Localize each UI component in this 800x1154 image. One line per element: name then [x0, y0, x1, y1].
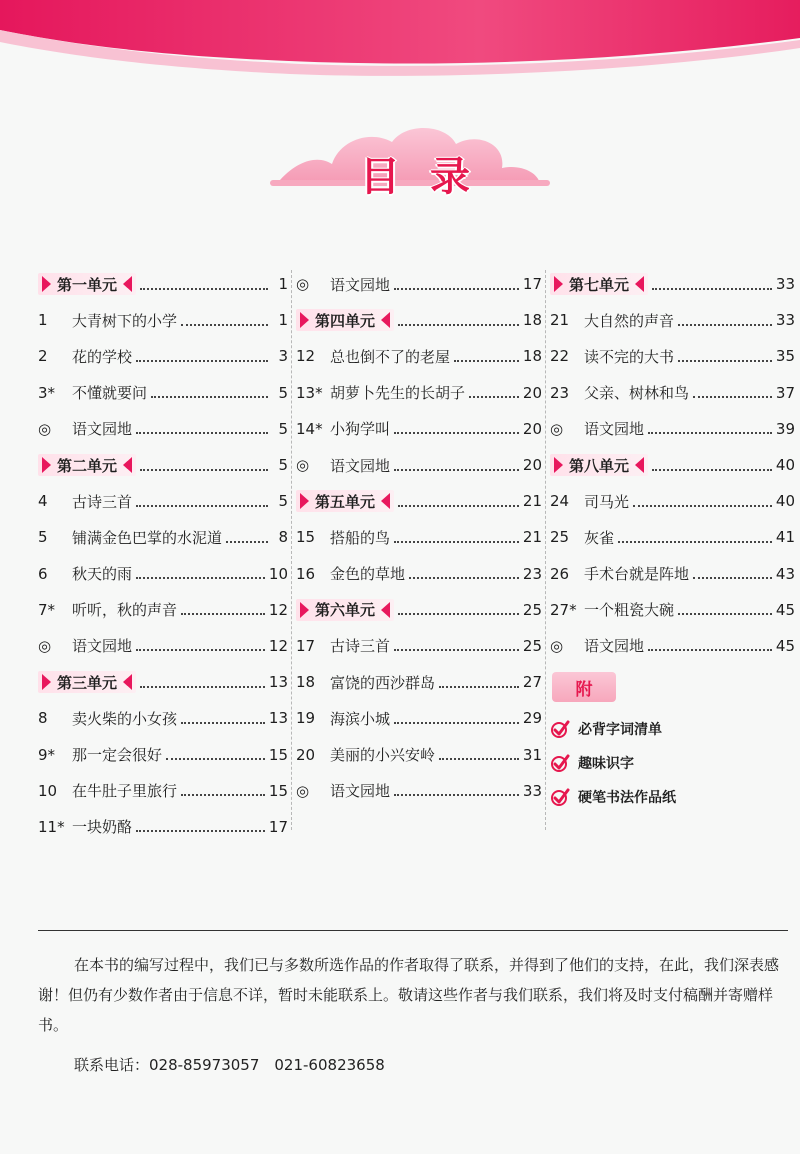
lesson-title: 语文园地	[584, 420, 645, 439]
lesson-title: 卖火柴的小女孩	[72, 709, 178, 728]
leader-dots	[140, 685, 265, 688]
page-number: 18	[522, 311, 542, 330]
toc-entry	[296, 411, 542, 447]
unit-title: 第二单元	[57, 456, 118, 475]
lesson-title: 语文园地	[72, 420, 133, 439]
page-number: 41	[775, 528, 795, 547]
flag-right-icon	[123, 457, 132, 473]
page-number: 5	[278, 419, 288, 438]
appendix-item	[550, 712, 790, 746]
lesson-number: 18	[296, 673, 316, 692]
column-divider	[545, 270, 546, 830]
checkmark-icon	[550, 787, 570, 807]
unit-label	[296, 599, 394, 621]
leader-dots	[678, 359, 772, 362]
unit-title: 第三单元	[57, 673, 118, 692]
toc-entry	[296, 375, 542, 411]
toc-unit-heading	[550, 266, 795, 302]
leader-dots	[398, 323, 519, 326]
leader-dots	[454, 359, 519, 362]
lesson-title: 那一定会很好	[72, 746, 163, 765]
lesson-number: 8	[38, 709, 48, 728]
leader-dots	[394, 540, 519, 543]
toc-entry	[38, 338, 288, 374]
toc-garden-entry	[38, 628, 288, 664]
page-number: 43	[775, 564, 795, 583]
leader-dots	[394, 648, 519, 651]
leader-dots	[394, 431, 519, 434]
lesson-number: 3*	[38, 383, 56, 402]
lesson-title: 在牛肚子里旅行	[72, 782, 178, 801]
page-number: 33	[522, 781, 542, 800]
toc-garden-entry	[296, 447, 542, 483]
unit-title: 第八单元	[569, 456, 630, 475]
toc-garden-entry	[550, 628, 795, 664]
page-number: 45	[775, 636, 795, 655]
page-number: 18	[522, 347, 542, 366]
lesson-title: 搭船的鸟	[330, 528, 391, 547]
flag-left-icon	[300, 312, 309, 328]
unit-title: 第四单元	[315, 311, 376, 330]
leader-dots	[394, 287, 519, 290]
appendix-item	[550, 780, 790, 814]
toc-column-2	[296, 266, 542, 809]
page-number: 33	[775, 275, 795, 294]
page-number: 25	[522, 636, 542, 655]
appendix-item-label: 必背字词清单	[578, 722, 662, 738]
toc-garden-entry	[38, 411, 288, 447]
leader-dots	[398, 612, 519, 615]
page-number: 20	[522, 456, 542, 475]
appendix-item	[550, 746, 790, 780]
lesson-title: 总也倒不了的老屋	[330, 347, 451, 366]
toc-unit-heading	[550, 447, 795, 483]
garden-symbol: ◎	[296, 781, 310, 800]
lesson-title: 灰雀	[584, 528, 615, 547]
toc-garden-entry	[550, 411, 795, 447]
lesson-number: 5	[38, 528, 48, 547]
toc-entry	[296, 556, 542, 592]
lesson-number: 10	[38, 781, 58, 800]
lesson-number: 4	[38, 492, 48, 511]
flag-left-icon	[42, 674, 51, 690]
leader-dots	[648, 431, 772, 434]
flag-right-icon	[381, 312, 390, 328]
leader-dots	[398, 504, 519, 507]
page-number: 35	[775, 347, 795, 366]
flag-left-icon	[554, 276, 563, 292]
lesson-number: 16	[296, 564, 316, 583]
page-number: 25	[522, 600, 542, 619]
lesson-number: 7*	[38, 600, 56, 619]
toc-unit-heading	[38, 266, 288, 302]
page-number: 20	[522, 383, 542, 402]
leader-dots	[181, 323, 268, 326]
divider-line	[38, 930, 788, 931]
toc-entry	[550, 375, 795, 411]
garden-symbol: ◎	[38, 419, 52, 438]
toc-entry	[296, 700, 542, 736]
page-number: 21	[522, 492, 542, 511]
page-number: 31	[522, 745, 542, 764]
leader-dots	[678, 323, 772, 326]
leader-dots	[439, 685, 519, 688]
leader-dots	[633, 504, 772, 507]
lesson-number: 20	[296, 745, 316, 764]
leader-dots	[469, 395, 519, 398]
page-number: 12	[268, 636, 288, 655]
garden-symbol: ◎	[550, 419, 564, 438]
page-number: 1	[278, 311, 288, 330]
leader-dots	[648, 648, 772, 651]
page-number: 13	[268, 673, 288, 692]
leader-dots	[409, 576, 519, 579]
unit-label	[38, 671, 136, 693]
contact-phone: 联系电话：028-85973057 021-60823658	[74, 1056, 385, 1074]
lesson-title: 语文园地	[584, 637, 645, 656]
lesson-number: 23	[550, 383, 570, 402]
lesson-number: 14*	[296, 419, 323, 438]
lesson-number: 6	[38, 564, 48, 583]
page-number: 5	[278, 492, 288, 511]
lesson-title: 一块奶酪	[72, 818, 133, 837]
lesson-number: 1	[38, 311, 48, 330]
unit-label	[38, 273, 136, 295]
page-number: 8	[278, 528, 288, 547]
toc-entry	[296, 736, 542, 772]
toc-unit-heading	[38, 447, 288, 483]
lesson-title: 一个粗瓷大碗	[584, 601, 675, 620]
flag-left-icon	[554, 457, 563, 473]
page-number: 23	[522, 564, 542, 583]
lesson-number: 19	[296, 709, 316, 728]
lesson-title: 小狗学叫	[330, 420, 391, 439]
leader-dots	[618, 540, 772, 543]
toc-entry	[296, 519, 542, 555]
lesson-title: 古诗三首	[72, 492, 133, 511]
lesson-title: 父亲、树林和鸟	[584, 384, 690, 403]
lesson-title: 金色的草地	[330, 565, 406, 584]
page-number: 20	[522, 419, 542, 438]
leader-dots	[652, 287, 772, 290]
leader-dots	[394, 721, 519, 724]
page-number: 3	[278, 347, 288, 366]
page-number: 5	[278, 456, 288, 475]
page-number: 15	[268, 745, 288, 764]
leader-dots	[181, 612, 265, 615]
flag-right-icon	[123, 674, 132, 690]
page-number: 1	[278, 275, 288, 294]
leader-dots	[693, 576, 772, 579]
toc-entry	[550, 592, 795, 628]
page-number: 40	[775, 456, 795, 475]
lesson-number: 9*	[38, 745, 56, 764]
leader-dots	[166, 757, 265, 760]
lesson-number: 13*	[296, 383, 323, 402]
lesson-title: 胡萝卜先生的长胡子	[330, 384, 466, 403]
flag-right-icon	[381, 493, 390, 509]
toc-entry	[296, 628, 542, 664]
page-number: 29	[522, 709, 542, 728]
toc-entry	[38, 773, 288, 809]
unit-label	[550, 273, 648, 295]
toc-entry	[38, 592, 288, 628]
unit-title: 第五单元	[315, 492, 376, 511]
leader-dots	[136, 648, 265, 651]
lesson-title: 听听，秋的声音	[72, 601, 178, 620]
page-number: 17	[522, 275, 542, 294]
toc-entry	[38, 809, 288, 845]
lesson-title: 语文园地	[330, 456, 391, 475]
leader-dots	[439, 757, 519, 760]
page-number: 37	[775, 383, 795, 402]
lesson-title: 手术台就是阵地	[584, 565, 690, 584]
page-number: 40	[775, 492, 795, 511]
toc-entry	[38, 375, 288, 411]
lesson-number: 24	[550, 492, 570, 511]
lesson-title: 读不完的大书	[584, 347, 675, 366]
toc-garden-entry	[296, 266, 542, 302]
copyright-notice: 在本书的编写过程中，我们已与多数所选作品的作者取得了联系，并得到了他们的支持，在此，我们深表感谢！但仍有少数作者由于信息不详，暂时未能联系上。敬请这些作者与我们联系，我们将及时支付稿酬并寄赠样书。	[38, 956, 780, 1034]
lesson-number: 11*	[38, 817, 65, 836]
leader-dots	[678, 612, 772, 615]
lesson-title: 铺满金色巴掌的水泥道	[72, 528, 223, 547]
page-number: 39	[775, 419, 795, 438]
lesson-number: 12	[296, 347, 316, 366]
lesson-number: 26	[550, 564, 570, 583]
appendix-item-label: 硬笔书法作品纸	[578, 790, 676, 806]
leader-dots	[140, 468, 268, 471]
toc-entry	[550, 519, 795, 555]
leader-dots	[151, 395, 268, 398]
page-number: 21	[522, 528, 542, 547]
lesson-number: 22	[550, 347, 570, 366]
toc-entry	[296, 664, 542, 700]
lesson-title: 大自然的声音	[584, 311, 675, 330]
column-divider	[291, 270, 292, 830]
unit-label	[296, 309, 394, 331]
toc-column-3	[550, 266, 795, 664]
toc-entry	[38, 302, 288, 338]
flag-right-icon	[635, 457, 644, 473]
lesson-title: 海滨小城	[330, 709, 391, 728]
page-number: 33	[775, 311, 795, 330]
flag-left-icon	[42, 276, 51, 292]
leader-dots	[136, 829, 265, 832]
leader-dots	[136, 359, 268, 362]
leader-dots	[136, 504, 268, 507]
leader-dots	[136, 576, 265, 579]
lesson-title: 美丽的小兴安岭	[330, 746, 436, 765]
toc-entry	[38, 700, 288, 736]
top-banner	[0, 0, 800, 80]
unit-title: 第六单元	[315, 601, 376, 620]
lesson-title: 语文园地	[330, 275, 391, 294]
leader-dots	[140, 287, 268, 290]
leader-dots	[394, 793, 519, 796]
page-number: 15	[268, 781, 288, 800]
toc-unit-heading	[38, 664, 288, 700]
toc-column-1	[38, 266, 288, 845]
lesson-title: 语文园地	[330, 782, 391, 801]
flag-left-icon	[42, 457, 51, 473]
appendix-item-label: 趣味识字	[578, 756, 634, 772]
lesson-title: 富饶的西沙群岛	[330, 673, 436, 692]
lesson-number: 17	[296, 636, 316, 655]
toc-entry	[296, 338, 542, 374]
toc-entry	[550, 338, 795, 374]
unit-label	[550, 454, 648, 476]
garden-symbol: ◎	[550, 636, 564, 655]
flag-right-icon	[635, 276, 644, 292]
leader-dots	[181, 793, 265, 796]
lesson-title: 不懂就要问	[72, 384, 148, 403]
lesson-title: 大青树下的小学	[72, 311, 178, 330]
toc-entry	[550, 302, 795, 338]
lesson-title: 司马光	[584, 492, 630, 511]
leader-dots	[652, 468, 772, 471]
page-number: 10	[268, 564, 288, 583]
appendix-badge: 附	[552, 672, 616, 702]
appendix-section	[550, 666, 790, 814]
leader-dots	[394, 468, 519, 471]
toc-entry	[38, 483, 288, 519]
page-title: 目录	[360, 154, 500, 200]
unit-title: 第七单元	[569, 275, 630, 294]
garden-symbol: ◎	[296, 275, 310, 294]
page-number: 13	[268, 709, 288, 728]
toc-garden-entry	[296, 773, 542, 809]
leader-dots	[181, 721, 265, 724]
lesson-number: 25	[550, 528, 570, 547]
flag-right-icon	[381, 602, 390, 618]
lesson-title: 语文园地	[72, 637, 133, 656]
page-number: 12	[268, 600, 288, 619]
unit-title: 第一单元	[57, 275, 118, 294]
lesson-number: 2	[38, 347, 48, 366]
garden-symbol: ◎	[38, 636, 52, 655]
toc-unit-heading	[296, 483, 542, 519]
leader-dots	[226, 540, 268, 543]
unit-label	[38, 454, 136, 476]
leader-dots	[693, 395, 772, 398]
checkmark-icon	[550, 719, 570, 739]
lesson-title: 花的学校	[72, 347, 133, 366]
checkmark-icon	[550, 753, 570, 773]
unit-label	[296, 490, 394, 512]
toc-unit-heading	[296, 592, 542, 628]
toc-entry	[550, 483, 795, 519]
page-number: 27	[522, 673, 542, 692]
garden-symbol: ◎	[296, 456, 310, 475]
lesson-title: 古诗三首	[330, 637, 391, 656]
flag-left-icon	[300, 493, 309, 509]
lesson-title: 秋天的雨	[72, 565, 133, 584]
page-number: 5	[278, 383, 288, 402]
lesson-number: 21	[550, 311, 570, 330]
flag-left-icon	[300, 602, 309, 618]
toc-entry	[38, 556, 288, 592]
toc-unit-heading	[296, 302, 542, 338]
lesson-number: 27*	[550, 600, 577, 619]
page-number: 17	[268, 817, 288, 836]
toc-entry	[550, 556, 795, 592]
page-number: 45	[775, 600, 795, 619]
leader-dots	[136, 431, 268, 434]
lesson-number: 15	[296, 528, 316, 547]
toc-entry	[38, 519, 288, 555]
flag-right-icon	[123, 276, 132, 292]
toc-entry	[38, 736, 288, 772]
